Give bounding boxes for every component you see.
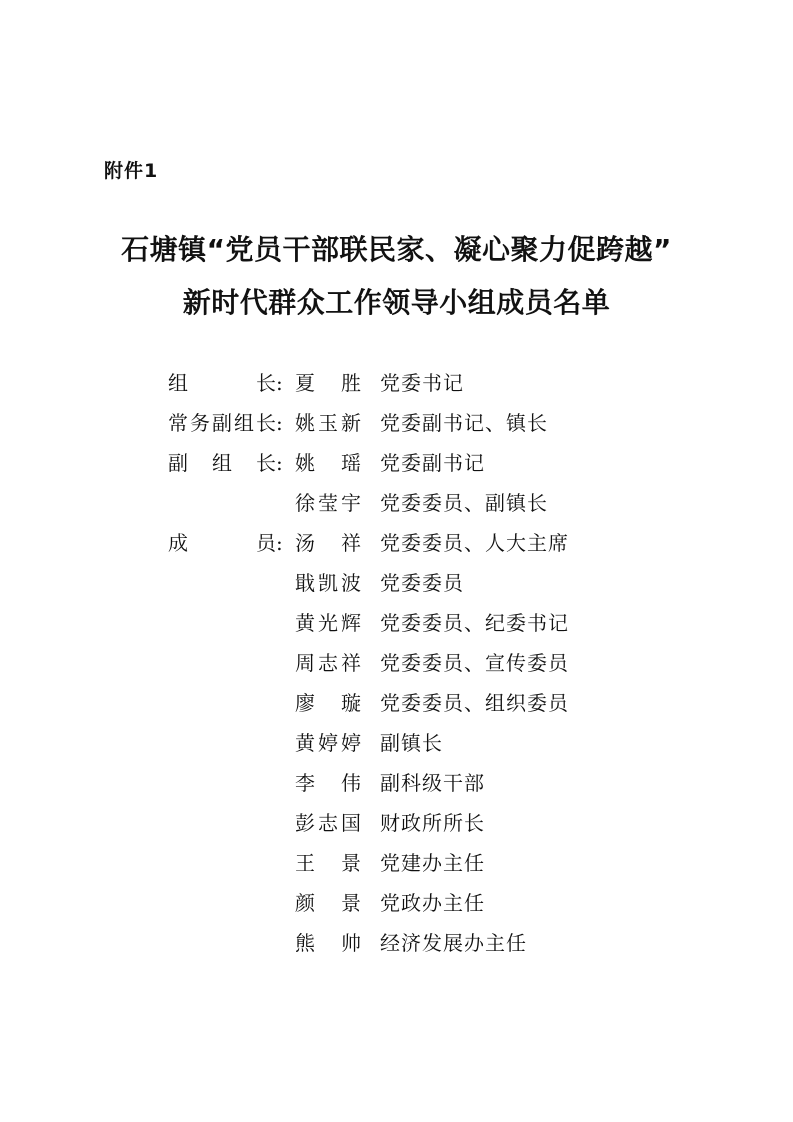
roster-role-text: 成员 [168,531,276,555]
roster-role [168,486,293,520]
roster-name: 汤祥 [295,531,361,555]
roster-role [168,446,293,480]
roster-row [168,726,648,766]
roster-role [168,886,293,920]
roster-name: 徐莹宇 [295,491,361,515]
roster-role [168,646,293,680]
roster-name: 颜景 [295,891,361,915]
roster-name: 廖璇 [295,691,361,715]
roster-row [168,406,648,446]
roster-row [168,606,648,646]
roster-role [168,366,293,400]
roster-name: 王景 [295,851,361,875]
roster-duty: 党委委员、副镇长 [380,491,548,515]
roster-name: 黄光辉 [295,611,361,635]
roster-duty: 党委委员、人大主席 [380,531,569,555]
document-title-line-2: 新时代群众工作领导小组成员名单 [182,286,611,319]
roster-name: 熊帅 [295,931,361,955]
roster-name: 李伟 [295,771,361,795]
roster-duty: 党委委员、宣传委员 [380,651,569,675]
roster-row [168,526,648,566]
roster-name: 彭志国 [295,811,361,835]
roster-row [168,846,648,886]
roster-duty: 党政办主任 [380,891,485,915]
roster-role-text: 组长 [168,371,276,395]
roster-role [168,726,293,760]
roster-row [168,366,648,406]
roster-row [168,926,648,966]
roster-role [168,526,293,560]
roster-name: 姚玉新 [295,411,361,435]
roster-row [168,486,648,526]
roster-name: 黄婷婷 [295,731,361,755]
roster-role-colon: : [276,451,283,475]
roster-duty: 党委副书记 [380,451,485,475]
roster-role-colon: : [276,531,283,555]
roster-role-colon: : [276,411,283,435]
roster-row [168,886,648,926]
roster-name: 夏胜 [295,371,361,395]
roster-row [168,766,648,806]
attachment-label: 附件1 [104,160,159,182]
roster-duty: 经济发展办主任 [380,931,527,955]
roster-role [168,406,293,440]
roster-role [168,846,293,880]
document-title-line-1: 石塘镇“党员干部联民家、凝心聚力促跨越” [121,233,672,266]
roster-role [168,926,293,960]
roster-duty: 财政所所长 [380,811,485,835]
roster-role-text: 常务副组长 [168,411,276,435]
roster-name: 姚瑶 [295,451,361,475]
roster-duty: 党委书记 [380,371,464,395]
roster-role [168,566,293,600]
roster-row [168,446,648,486]
roster-name: 戢凯波 [295,571,361,595]
roster-row [168,566,648,606]
roster-duty: 副镇长 [380,731,443,755]
roster-duty: 党委委员、组织委员 [380,691,569,715]
roster-duty: 副科级干部 [380,771,485,795]
roster-row [168,686,648,726]
roster-row [168,646,648,686]
roster-duty: 党委委员、纪委书记 [380,611,569,635]
roster-role [168,606,293,640]
roster-duty: 党委委员 [380,571,464,595]
roster-role [168,806,293,840]
roster-role [168,686,293,720]
roster-name: 周志祥 [295,651,361,675]
roster-duty: 党建办主任 [380,851,485,875]
roster-role-colon: : [276,371,283,395]
roster-row [168,806,648,846]
member-roster [168,366,648,966]
roster-role [168,766,293,800]
roster-role-text: 副组长 [168,451,276,475]
roster-duty: 党委副书记、镇长 [380,411,548,435]
